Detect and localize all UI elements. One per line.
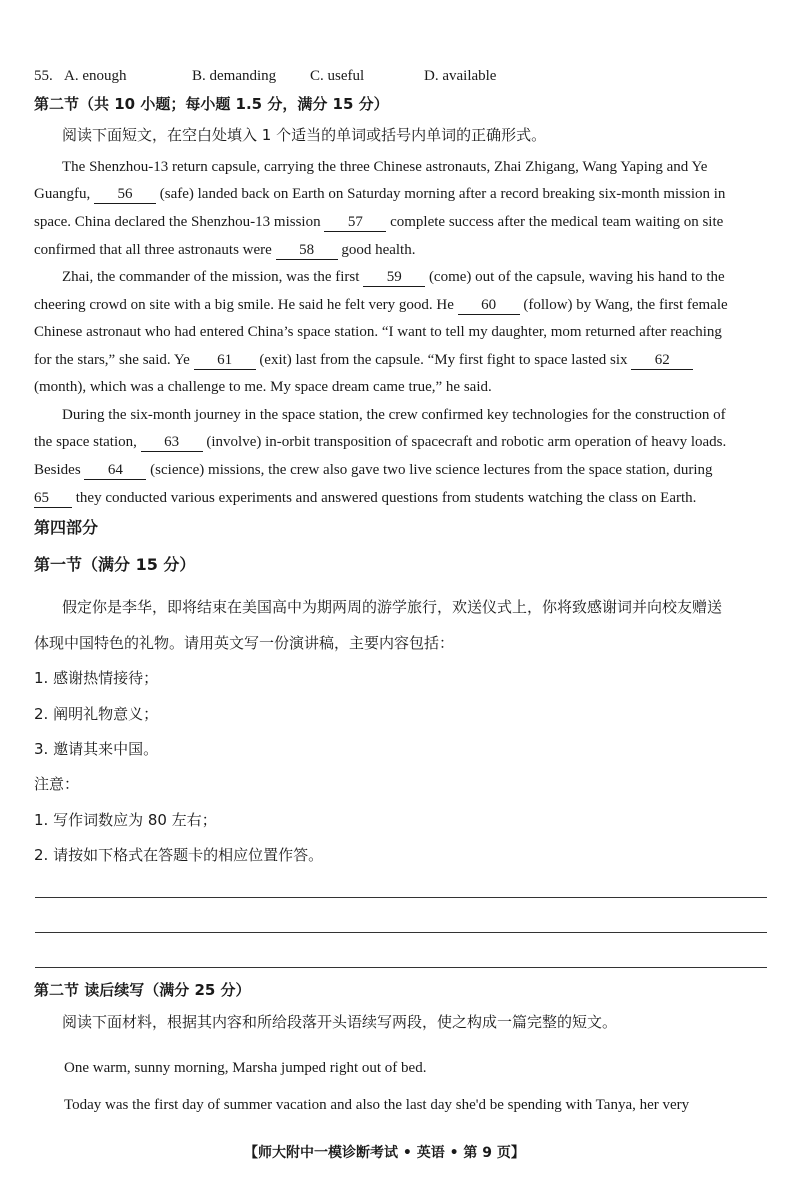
p3-line2-start: the space station, — [34, 434, 137, 450]
story-line2: Today was the first day of summer vacation and also the last day she'd be spending with Tanya, her very — [64, 1097, 690, 1113]
p2-line1 — [62, 267, 725, 287]
part4-sec1-heading: 第一节（满分 15 分） — [34, 555, 196, 574]
p3-line3 — [34, 460, 712, 480]
note-2: 2. 请按如下格式在答题卡的相应位置作答。 — [34, 846, 324, 864]
p2-line4-start: for the stars,” she said. Ye — [34, 352, 190, 368]
blank-57[interactable]: 57 — [324, 214, 386, 232]
p1-line4-start: confirmed that all three astronauts were — [34, 242, 272, 258]
p2-line2 — [34, 295, 728, 315]
blank-64[interactable]: 64 — [84, 462, 146, 480]
blank-63[interactable]: 63 — [141, 434, 203, 452]
note-label: 注意： — [34, 775, 80, 793]
blank-61[interactable]: 61 — [194, 352, 256, 370]
p1-line3 — [34, 212, 723, 232]
part4-heading: 第四部分 — [34, 518, 99, 537]
content-item-3: 3. 邀请其来中国。 — [34, 740, 159, 758]
q55-option-a: A. enough — [64, 68, 127, 84]
prompt-line1: 假定你是李华，即将结束在美国高中为期两周的游学旅行，欢送仪式上，你将致感谢词并向校友赠送 — [62, 598, 723, 616]
p1-line2-start: Guangfu, — [34, 186, 91, 202]
p3-line2 — [34, 432, 726, 452]
blank-62[interactable]: 62 — [631, 352, 693, 370]
p3-line4 — [34, 488, 696, 508]
p2-line4 — [34, 350, 693, 370]
answer-line-2[interactable] — [35, 932, 767, 933]
q55-option-d: D. available — [424, 68, 497, 84]
p3-line4-end: they conducted various experiments and answered questions from students watching the class on Earth. — [75, 490, 697, 506]
p3-line2-end: (involve) in-orbit transposition of spacecraft and robotic arm operation of heavy loads. — [206, 434, 727, 450]
blank-60[interactable]: 60 — [458, 297, 520, 315]
part4-sec2-heading: 第二节 读后续写（满分 25 分） — [34, 981, 251, 999]
answer-line-1[interactable] — [35, 897, 767, 898]
p2-line2-end: (follow) by Wang, the first female — [523, 297, 728, 313]
section2-heading: 第二节（共 10 小题；每小题 1.5 分，满分 15 分） — [34, 95, 389, 113]
p1-line1: The Shenzhou-13 return capsule, carrying the three Chinese astronauts, Zhai Zhigang, Wang Yaping and Ye — [62, 159, 708, 175]
p1-line4 — [34, 240, 415, 260]
p2-line3: Chinese astronaut who had entered China’s space station. “I want to tell my daughter, mom returned after reaching — [34, 324, 722, 340]
p2-line5: (month), which was a challenge to me. My space dream came true,” he said. — [34, 379, 492, 395]
p2-line2-start: cheering crowd on site with a big smile. He said he felt very good. He — [34, 297, 454, 313]
content-item-1: 1. 感谢热情接待； — [34, 669, 159, 687]
answer-line-3[interactable] — [35, 967, 767, 968]
p3-line3-end: (science) missions, the crew also gave two live science lectures from the space station, during — [150, 462, 713, 478]
note-1: 1. 写作词数应为 80 左右； — [34, 811, 217, 829]
p1-line2-end: (safe) landed back on Earth on Saturday morning after a record breaking six-month mission in — [159, 186, 726, 202]
blank-59[interactable]: 59 — [363, 269, 425, 287]
page-footer: 【师大附中一模诊断考试 • 英语 • 第 9 页】 — [244, 1145, 525, 1161]
p3-line3-start: Besides — [34, 462, 81, 478]
prompt-line2: 体现中国特色的礼物。请用英文写一份演讲稿，主要内容包括： — [34, 634, 455, 652]
p2-line1-start: Zhai, the commander of the mission, was the first — [62, 269, 360, 285]
story-line1: One warm, sunny morning, Marsha jumped right out of bed. — [64, 1060, 427, 1076]
q55-option-c: C. useful — [310, 68, 365, 84]
q55-number: 55. — [34, 68, 53, 84]
p3-line1: During the six-month journey in the space station, the crew confirmed key technologies for the construction of — [62, 407, 726, 423]
sec2-instruction: 阅读下面材料，根据其内容和所给段落开头语续写两段，使之构成一篇完整的短文。 — [62, 1013, 618, 1031]
q55-option-b: B. demanding — [192, 68, 277, 84]
p2-line4-mid: (exit) last from the capsule. “My first fight to space lasted six — [259, 352, 628, 368]
p1-line4-end: good health. — [341, 242, 416, 258]
blank-58[interactable]: 58 — [276, 242, 338, 260]
blank-65[interactable]: 65 — [34, 490, 72, 508]
p2-line1-end: (come) out of the capsule, waving his hand to the — [428, 269, 725, 285]
section2-instruction: 阅读下面短文，在空白处填入 1 个适当的单词或括号内单词的正确形式。 — [62, 126, 547, 144]
p1-line3-start: space. China declared the Shenzhou-13 mission — [34, 214, 321, 230]
blank-56[interactable]: 56 — [94, 186, 156, 204]
content-item-2: 2. 阐明礼物意义； — [34, 705, 159, 723]
p1-line2 — [34, 184, 725, 204]
p1-line3-end: complete success after the medical team waiting on site — [390, 214, 724, 230]
